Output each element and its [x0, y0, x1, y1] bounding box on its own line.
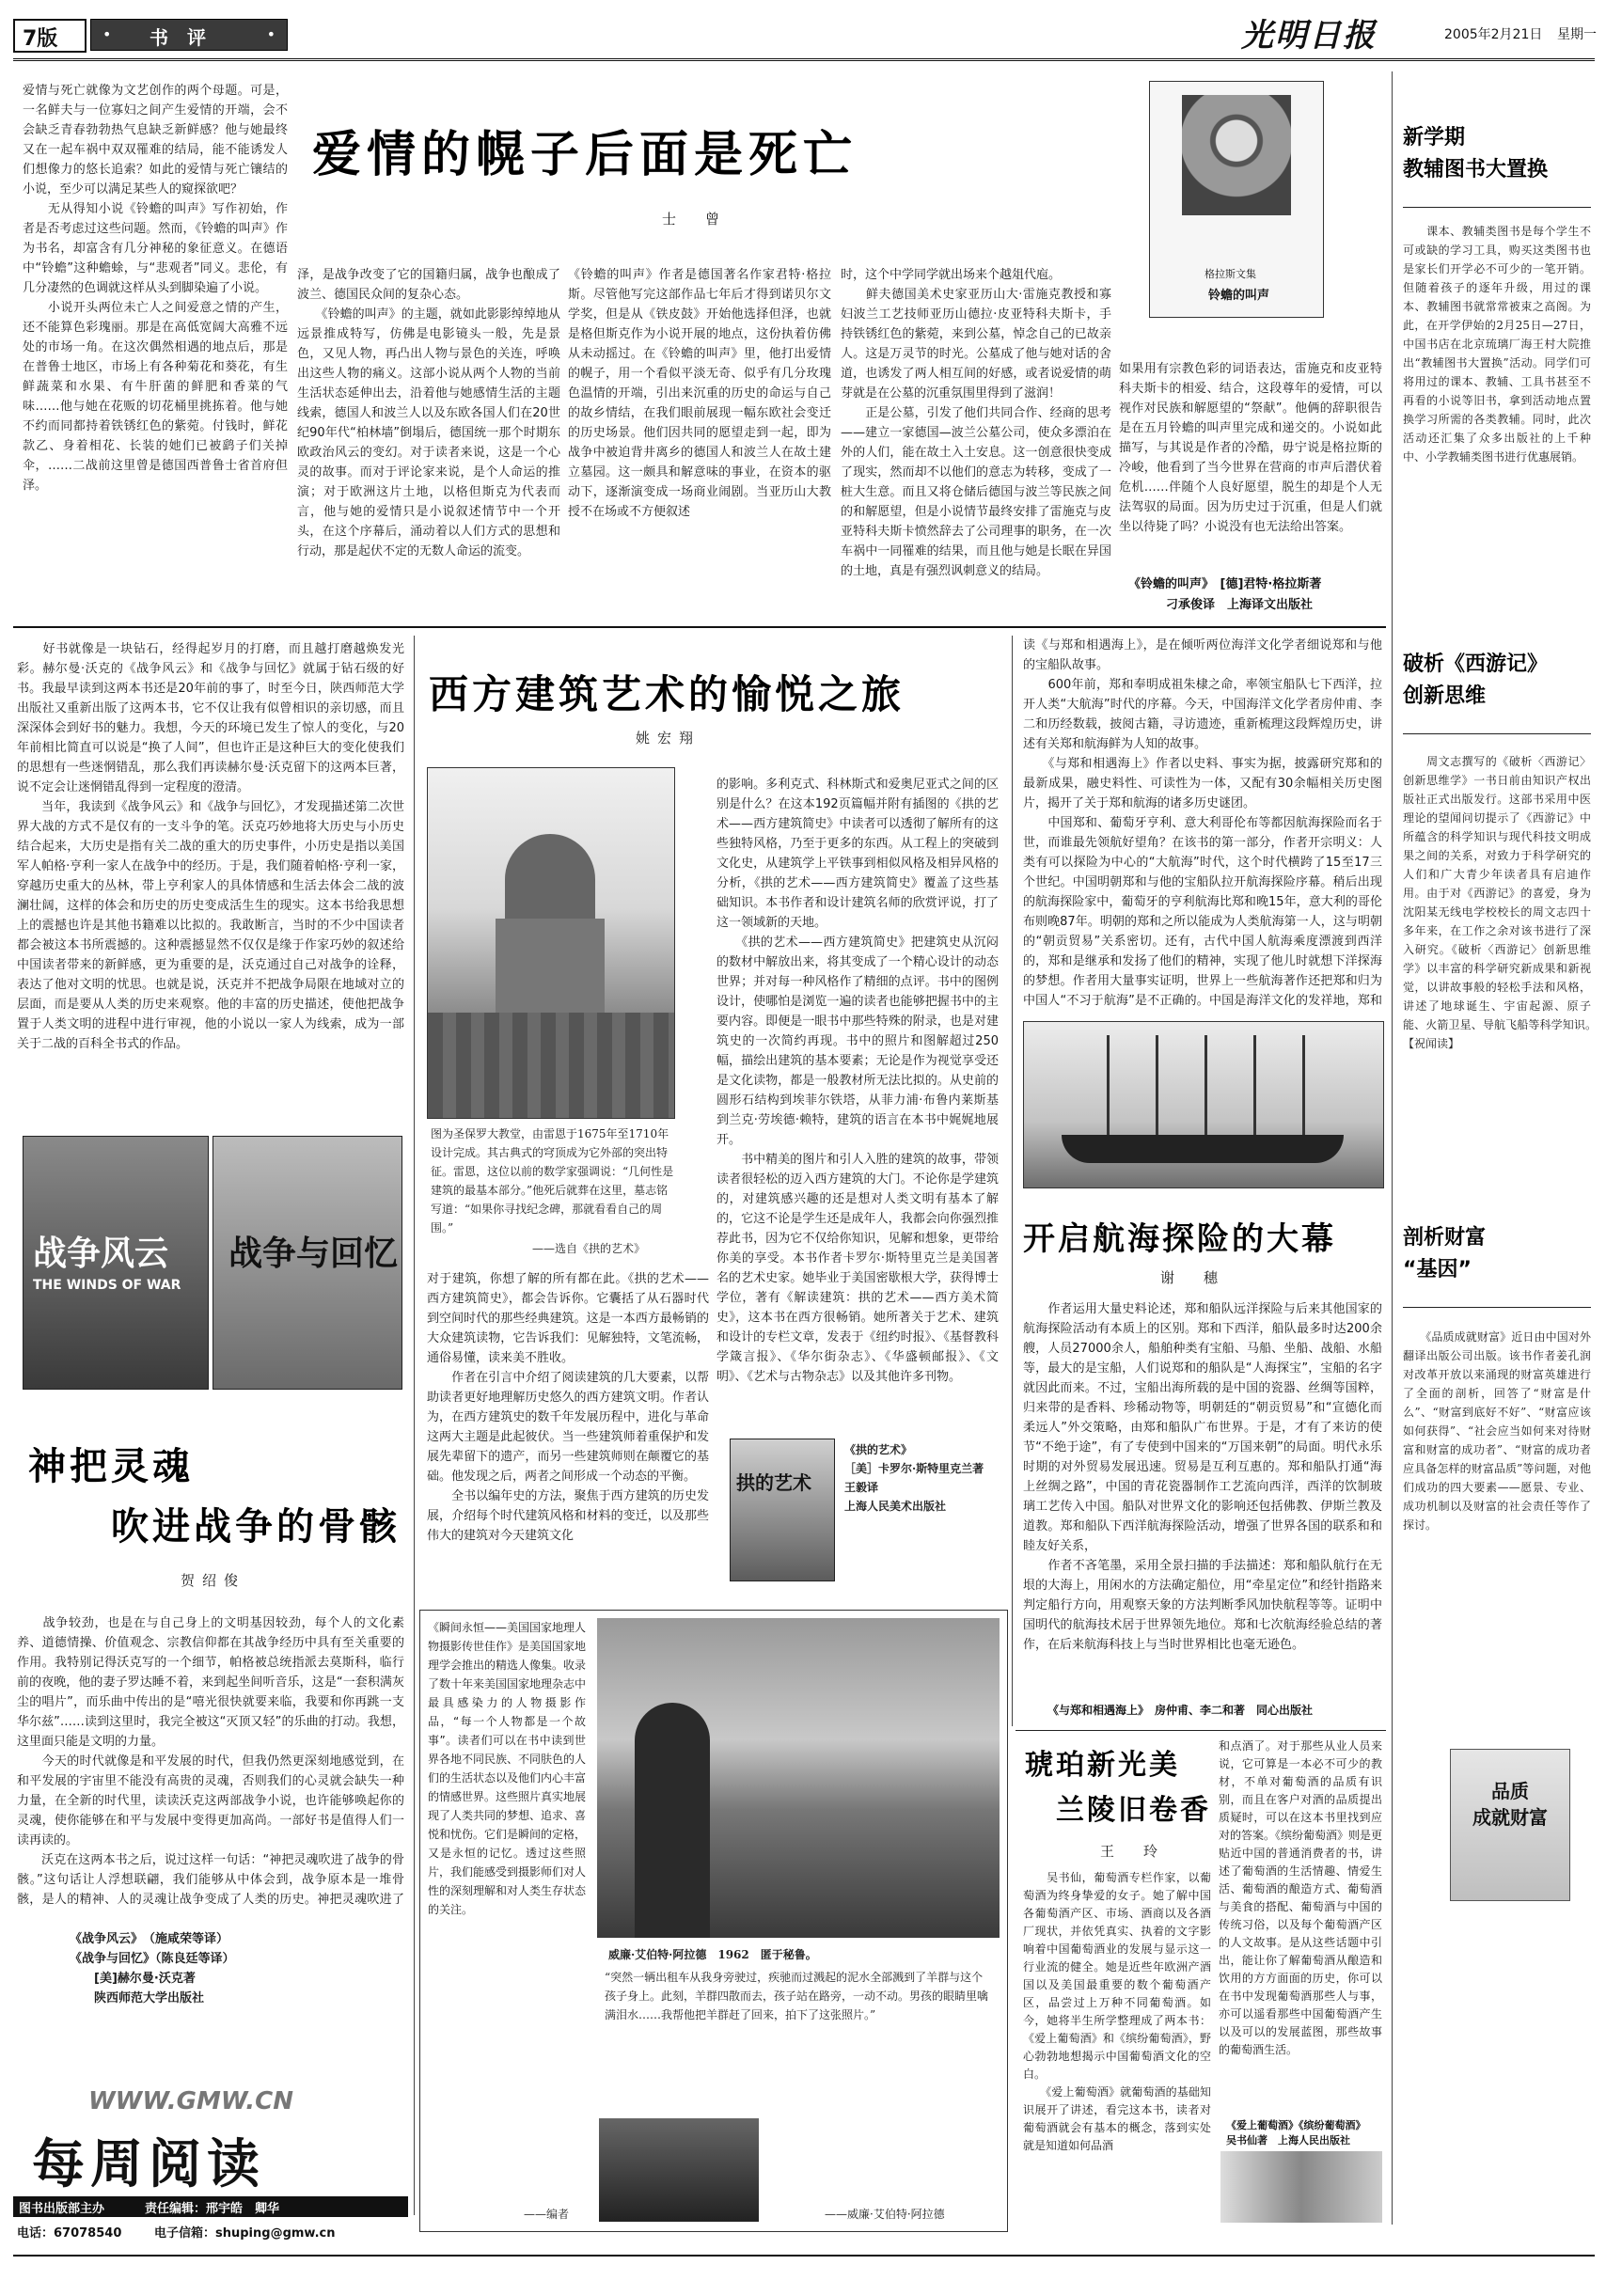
wealth-book-cover — [1450, 1749, 1570, 1901]
article-column: 泽，是战争改变了它的国籍归属，战争也酿成了波兰、德国民众间的复杂心态。 《铃蟾的叫声》的主题，就如此影影绰绰地从远景推成特写，仿佛是电影镜头一般，先是景色，又见人物，再凸出人物与景色的关连，呼唤出这些人物的痛义。这部小说从两个人物的当前生活状态延伸出去，沿着他与她感情生活的主题线索，德国人和波兰人以及东欧各国人们在20世纪90年代“柏林墙”倒塌后，德国统一那个时期东欧政治风云的变幻。对于读者来说，这是一个心灵的故事。而对于评论家来说，是个人命运的推演；对于欧洲这片土地，以格但斯克为代表而言，他与她的爱情只是小说叙述情节中一个开头，在这个序幕后，涌动着以人们方式的思想和行动，那是起伏不定的无数人命运的流变。 — [297, 268, 560, 558]
sidebar-item-wealth — [1403, 1222, 1593, 2238]
cover-subtitle: THE WINDS OF WAR — [33, 1278, 181, 1293]
wine-painting — [1220, 2151, 1382, 2223]
article-zheng-he — [1019, 636, 1386, 1726]
book-thumb — [599, 2118, 759, 2222]
sidebar-rule — [1403, 207, 1591, 208]
sidebar-body: 课本、教辅类图书是每个学生不可或缺的学习工具，购买这类图书也是家长们开学必不可少的一笔开销。但随着孩子的逐年升级，用过的课本、教辅图书就常常被束之高阁。为此，在开学伊始的2月25日—27日，中国书店在北京琉璃厂海王村大院推出“教辅图书大置换”活动。同学们可将用过的课本、教辅、工具书甚至不再看的小说等旧书，拿到活动地点置换学习所需的各类教辅。同时，此次活动还汇集了众多出版社的上千种中、小学教辅类图书进行优惠展销。 — [1403, 225, 1591, 464]
photo-source: ——选自《拱的艺术》 — [532, 1242, 646, 1255]
section-dot-right: • — [266, 25, 276, 43]
book-credit: 《铃蟾的叫声》 [德]君特·格拉斯著 — [1128, 577, 1322, 591]
site-url[interactable]: WWW.GMW.CN — [88, 2087, 294, 2115]
article-body: 读《与郑和相遇海上》，是在倾听两位海洋文化学者细说郑和与他的宝船队故事。 600年前，郑和奉明成祖朱棣之命，率领宝船队七下西洋，拉开人类“大航海”时代的序幕。今天，中国海洋文化学者房仲甫、李二和历经数载，披阅古籍，寻访遗迹，重新梳理这段辉煌历史，讲述有关郑和航海鲜为人知的故事。 《与郑和相遇海上》作者以史料、事实为据，披露研究郑和的最新成果，融史料性、可读性为一体，又配有30余幅相关历史图片，揭开了关于郑和航海的诸多历史谜团。 中国郑和、葡萄牙亨利、意大利哥伦布等都因航海探险而名于世，而谁最先领航好望角？在该书的第一部分，作者开宗明义：人类有可以探险为中心的“大航海”时代，这个时代横跨了15至17三个世纪。中国明朝郑和与他的宝船队拉开航海探险序幕。稍后出现的航海探险家中，葡萄牙的亨利航海比郑和晚15年，意大利的哥伦布则晚87年。明朝的郑和之所以能成为人类航海第一人，这与明朝的“朝贡贸易”关系密切。还有，古代中国人航海乘度漂渡到西洋的，郑和是继承和发扬了他们的精神，实现了他儿时就想下洋探海的梦想。作者用大量事实证明，世界上一些航海著作还把郑和归为中国人“不习于航海”是不正确的。中国是海洋文化的发祥地，郑和 — [1023, 638, 1382, 1008]
article-love-death — [13, 71, 1384, 617]
article-byline: 贺绍俊 — [181, 1572, 246, 1589]
article-war-soul — [13, 639, 408, 2031]
issue-date: 2005年2月21日 — [1444, 27, 1543, 42]
book-credit: 《与郑和相遇海上》 房仲甫、李二和著 同心出版社 — [1047, 1704, 1314, 1717]
dept-label: 图书出版部主办 — [19, 2202, 105, 2216]
sidebar-rule — [1403, 1307, 1591, 1308]
ship-hull — [1062, 1135, 1344, 1163]
feature-sign: ——编者 — [524, 2208, 570, 2221]
cover-title: 战争与回忆 — [228, 1234, 399, 1273]
page-header — [0, 0, 1606, 55]
article-column: 吴书仙，葡萄酒专栏作家，以葡萄酒为终身挚爱的女子。她了解中国各葡萄酒产区、市场、酒商以及各酒厂现状，并依凭真实、执着的文字影响着中国葡萄酒业的发展与显示这一行业流的健全。她是近些年欧洲产酒国以及美国最重要的数个葡萄酒产区，品尝过上万种不同葡萄酒。如今，她将半生所学整理成了两本书：《爱上葡萄酒》和《缤纷葡萄酒》，野心勃勃地想揭示中国葡萄酒文化的空白。 《爱上葡萄酒》就葡萄酒的基础知识展开了讲述，看完这本书，读者对葡萄酒就会有基本的概念，落到实处就是知道如何品酒 — [1023, 1871, 1211, 2152]
page-bottom-rule — [13, 2255, 1595, 2257]
article-column: 对于建筑，你想了解的所有都在此。《拱的艺术——西方建筑简史》，都会告诉你。它囊括了从石器时代到空间时代的那些经典建筑。这是一本西方最畅销的大众建筑读物，它告诉我们：见解独特，文笔流畅，通俗易懂，读来美不胜收。 作者在引言中介绍了阅读建筑的几大要素，以帮助读者更好地理解历史悠久的西方建筑文明。作者认为，在西方建筑史的数千年发展历程中，进化与革命这两大主题是此起彼伏。当一些建筑师着重保护和发展先辈留下的遗产，而另一些建筑师则在颠覆它的基础。他发现之后，两者之间形成一个动态的平衡。 全书以编年史的方法，聚焦于西方建筑的历史发展，介绍每个时代建筑风格和材料的变迁，以及那些伟大的建筑对今天建筑文化 — [427, 1272, 709, 1543]
photo-feature — [419, 1610, 1008, 2232]
cover-title: 战争风云 — [33, 1234, 169, 1273]
book-cover-winds-of-war — [23, 1136, 209, 1390]
article-byline: 姚宏翔 — [636, 730, 701, 747]
article-wine — [1019, 1738, 1386, 2226]
section-badge — [90, 19, 288, 51]
peru-boy-photo — [597, 1618, 1000, 1938]
sidebar-divider — [1392, 71, 1393, 2225]
footer-brand — [13, 2087, 408, 2243]
sidebar-title: 剖析财富 “基因” — [1403, 1226, 1487, 1282]
article-body: 战争较劲，也是在与自己身上的文明基因较劲，每个人的文化素养、道德情操、价值观念、宗教信仰都在其战争经历中具有至关重要的作用。我特别记得沃克写的一个细节，帕格被总统指派去莫斯科，临行前的夜晚，他的妻子罗达睡不着，来到起坐间听音乐，这是“一套积满灰尘的唱片”，而乐曲中传出的是“嘻光很快就要来临，我要和你再跳一支华尔兹”……读到这里时，我完全被这“灭顶又轻”的乐曲的打动。我想，这里面只能是文明的力量。 今天的时代就像是和平发展的时代，但我仍然更深刻地感觉到，在和平发展的宇宙里不能没有高贵的灵魂，否则我们的心灵就会缺失一种力量，在全新的时代里，读读沃克这两部战争小说，也许能够唤起你的灵魂，使你能够在和平与发展中变得更加高尚。一部好书是值得人们一读再读的。 沃克在这两本书之后，说过这样一句话：“神把灵魂吹进了战争的骨骸。”这句话让人浮想联翩，我们能够从中体会到，战争原本是一堆骨骸，是人的精神、人的灵魂让战争变成了人类的历史。神把灵魂吹进了 — [17, 1616, 404, 1907]
article-architecture — [419, 636, 1006, 1604]
photo-caption: 威廉·艾伯特·阿拉德 1962 匿于秘鲁。 — [608, 1948, 817, 1961]
article-byline: 王 玲 — [1100, 1843, 1166, 1860]
editor-label: 责任编辑：邢宇皓 卿华 — [145, 2202, 280, 2216]
article-title: 开启航海探险的大幕 — [1023, 1220, 1336, 1258]
article-column: 时，这个中学同学就出场来个越俎代庖。 鲜夫德国美术史家亚历山大·雷施克教授和寡妇波兰工艺技师亚历山德拉·皮亚特科夫斯卡，手持铁锈红色的紫菀，来到公墓，悼念自己的已故亲人。这是万灵节的时光。公墓成了他与她对话的舍道，也诱发了两人相互间的好感，或者说爱情的萌芽就是在公墓的沉重氛围里得到了滋润！ 正是公墓，引发了他们共同合作、经商的思考——建立一家德国—波兰公墓公司，使众多漂泊在外的人们，能在故土入土安息。这一创意很快变成了现实，然而却不以他们的意志为转移，变成了一桩大生意。而且又将仓储后德国与波兰等民族之间的和解愿望，但是小说情节最终安排了雷施克与皮亚特科夫斯卡愤然辞去了公司理事的职务，在一次车祸中一同罹难的结果，而且他与她是长眠在异国的土地，真是有强烈讽刺意义的结局。 — [841, 268, 1111, 578]
article-byline: 士 曾 — [662, 211, 728, 228]
header-rule — [13, 58, 1595, 61]
book-credit: 《拱的艺术》 ［美］卡罗尔·斯特里克兰著 王毅译 上海人民美术出版社 — [844, 1443, 984, 1513]
page-number: 7版 — [23, 27, 58, 51]
section-rule — [13, 626, 1386, 628]
feature-text: 《瞬间永恒——美国国家地理人物摄影传世佳作》是美国国家地理学会推出的精选人像集。收录了数十年来美国国家地理杂志中最具感染力的人物摄影作品，“每一个人物都是一个故事”。读者们可以在书中读到世界各地不同民族、不同肤色的人们的生活状态以及他们内心丰富的情感世界。这些照片真实地展现了人类共同的梦想、追求、喜悦和忧伤。它们是瞬间的定格，又是永恒的记忆。透过这些照片，我们能感受到摄影师们对人性的深刻理解和对人类生存状态的关注。 — [428, 1621, 586, 1916]
wealth-book-title: 品质 成就财富 — [1472, 1780, 1548, 1829]
book-credit: 刁承俊译 上海译文出版社 — [1166, 598, 1314, 612]
footer-dept — [13, 2196, 408, 2217]
author-portrait — [1182, 95, 1291, 215]
book-credit: 《战争风云》 （施咸荣等译） 《战争与回忆》（陈良廷等译） [美]赫尔曼·沃克著 陕西师范大学出版社 — [70, 1932, 235, 2005]
sidebar-item-xiyouji — [1403, 649, 1593, 1213]
sidebar-body: 《品质成就财富》近日由中国对外翻译出版公司出版。该书作者姜孔润对改革开放以来涌现的财富英雄进行了全面的剖析，回答了“财富是什么”、“财富到底好不好”、“财富应该如何获得”、“社会应当如何来对待财富和财富的成功者”、“财富的成功者应具备怎样的财富品质”等问题，对他们成功的四大要素——愿景、专业、成功机制以及财富的社会责任等作了探讨。 — [1403, 1330, 1591, 1532]
article-column: 《铃蟾的叫声》作者是德国著名作家君特·格拉斯。尽管他写完这部作品七年后才得到诺贝尔文学奖，但是从《铁皮鼓》开始他选择但泽，也就是格但斯克作为小说开展的地点，这份执着仿佛从未动摇过。在《铃蟾的叫声》里，他打出爱情的幌子，用一个看似平淡无奇、似乎有几分玫瑰色温情的开端，引出来沉重的历史的命运与自己的故乡情结，在我们眼前展现一幅东欧社会变迁的历史场景。他们因共同的愿望走到一起，即为战争中被迫背井离乡的德国人和波兰人在故土建立墓园。这一颇具和解意味的事业，在资本的驱动下，逐渐演变成一场商业闹剧。当亚历山大教授不在场或不方便叙述 — [568, 268, 831, 519]
book-series: 格拉斯文集 — [1204, 268, 1256, 280]
article-byline: 谢 穗 — [1160, 1269, 1226, 1286]
sidebar-title: 破析《西游记》 创新思维 — [1403, 653, 1549, 708]
article-column: 的影响。多利克式、科林斯式和爱奥尼亚式之间的区别是什么？在这本192页篇幅并附有插图的《拱的艺术——西方建筑简史》中读者可以透彻了解所有的这些独特风格，乃至于更多的东西。从工程上的突破到文化史，从建筑学上平铁事到相似风格及相异风格的分析，《拱的艺术——西方建筑简史》覆盖了这些基础知识。本书作者和设计建筑名师的欣赏评说，打了这一领域新的天地。 《拱的艺术——西方建筑简史》把建筑史从沉闷的数材中解放出来，将其变成了一个精心设计的动态世界；并对每一种风格作了精细的点评。书中的图例设计，使哪怕是浏览一遍的读者也能够把握书中的主要内容。即便是一眼书中那些特殊的附录，也是对建筑史的一次简约再现。书中的照片和图解超过250幅，描绘出建筑的基本要素；无论是作为视觉享受还是文化读物，都是一般教材所无法比拟的。从史前的圆形石结构到埃菲尔铁塔，从菲力浦·布鲁内莱斯基到兰克·劳埃德·赖特，建筑的语言在本书中娓娓地展开。 书中精美的图片和引人入胜的建筑的故事，带领读者很轻松的迈入西方建筑的大门。不论你是学建筑的，对建筑感兴趣的还是想对人类文明有基本了解的，它这不论是学生还是成年人，我都会向你强烈推荐此书，因为它不仅给你知识，见解和想象，更带给你美的享受。本书作者卡罗尔·斯特里克兰是美国著名的艺术史家。她毕业于美国密歇根大学，获得博士学位，著有《解读建筑：拱的艺术——西方美术简史》，这本书在西方很畅销。她所著关于艺术、建筑和设计的专栏文章，发表于《纽约时报》、《基督教科学箴言报》、《华尔街杂志》、《华盛顿邮报》、《文明》、《艺术与古物杂志》以及其他许多刊物。 — [716, 778, 999, 1384]
section-rule — [1016, 1730, 1386, 1731]
sidebar-rule — [1403, 733, 1591, 734]
section-dot-left: • — [102, 25, 112, 43]
article-column: 爱情与死亡就像为文艺创作的两个母题。可是，一名鲜夫与一位寡妇之间产生爱情的开端，会不会缺乏青春勃勃热气息缺乏新鲜感？他与她最终又在一起车祸中双双罹难的结局，能不能诱发人们想像力的悠长追索？如此的爱情与死亡镶结的小说，至少可以满足某些人的窥探欲吧？ 无从得知小说《铃蟾的叫声》写作初始，作者是否考虑过这些问题。然而，《铃蟾的叫声》作为书名，却富含有几分神秘的象征意义。在德语中“铃蟾”这种蟾蜍，与“悲观者”同义。悲伦，有几分凄然的色调就这样从头到脚染遍了小说。 小说开头两位未亡人之间爱意之情的产生，还不能算色彩瑰丽。那是在高低宽阔大高雅不远处的市场一角。在这次偶然相遇的地点后，那是在普鲁士地区，市场上有各种菊花和葵花，有生鲜蔬菜和水果、有牛肝菌的鲜肥和香菜的气味……他与她在花贩的切花桶里挑拣着。他与她不约而同都持着铁锈红色的紫菀。付钱时，鲜花款乙、身着相花、长装的她们已被鹞子们关掉伞，……二战前这里曾是德国西普鲁士省首府但泽。 — [23, 84, 288, 493]
column-divider — [1012, 636, 1013, 1726]
column-title: 每周阅读 — [32, 2133, 265, 2195]
article-title: 爱情的幌子后面是死亡 — [312, 126, 858, 183]
book-title: 铃蟾的叫声 — [1208, 289, 1270, 303]
sidebar-title: 新学期 教辅图书大置换 — [1403, 126, 1549, 181]
sidebar-body: 周文志撰写的《破析〈西游记〉创新思维学》一书日前由知识产权出版社正式出版发行。这部书采用中医理论的望闻问切提示了《西游记》中所蕴含的科学知识与现代科技文明成果之间的关系，对致力于科学研究的人们和广大青少年读者具有启迪作用。由于对《西游记》的喜爱，身为沈阳某无线电学校校长的周文志四十多年来，在工作之余对该书进行了深入研究。《破析〈西游记〉创新思维学》以丰富的科学研究新成果和新视觉，以讲故事般的轻松手法和风格，讲述了地球诞生、宇宙起源、原子能、火箭卫星、导航飞船等科学知识。 【祝闻读】 — [1403, 755, 1591, 1050]
cover-title: 拱的艺术 — [736, 1471, 811, 1494]
photo-note: “突然一辆出租车从我身旁驶过，疾驰而过溅起的泥水全部溅到了羊群与这个孩子身上。此刻，羊群四散而去，孩子站在路旁，一动不动。男孩的眼睛里噙满泪水……我帮他把羊群赶了回来，拍下了这张照片。” — [605, 1971, 989, 2021]
article-column: 和点酒了。对于那些从业人员来说，它可算是一本必不可少的教材，不单对葡萄酒的品质有识别，而且在客户对酒的品质提出质疑时，可以在这本书里找到应对的答案。《缤纷葡萄酒》则是更贴近中国的普通消费者的书，讲述了葡萄酒的生活情趣、情爱生活、葡萄酒的酿造方式、葡萄酒与美食的搭配、葡萄酒与中国的传统习俗，以及每个葡萄酒产区的人文故事。是从这些话题中引出，能让你了解葡萄酒从酿造和饮用的方方面面的历史，你可以在书中发现葡萄酒那些人与事，亦可以遥看那些中国葡萄酒产生以及可以的发展蓝图，那些故事的葡萄酒生活。 — [1219, 1739, 1382, 2056]
column-divider — [414, 636, 415, 2215]
arch-book-cover — [730, 1439, 835, 1581]
skyline — [428, 1013, 674, 1118]
article-body: 好书就像是一块钻石，经得起岁月的打磨，而且越打磨越焕发光彩。赫尔曼·沃克的《战争风云》和《战争与回忆》就属于钻石级的好书。我最早读到这两本书还是20年前的事了，时至今日，陕西师范大学出版社又重新出版了这两本书，它不仅让我有似曾相识的亲切感，而且深深体会到好书的魅力。我想，今天的环境已发生了惊人的变化，与20年前相比简直可以说是“换了人间”，但也许正是这种巨大的变化使我们的思想有一些迷惘错乱，那么我们再读赫尔曼·沃克留下的这两本巨著，说不定会让迷惘错乱得到一定程度的澄清。 当年，我读到《战争风云》和《战争与回忆》，才发现描述第二次世界大战的方式不是仅有的一支斗争的笔。沃克巧妙地将大历史与小历史结合起来，大历史是指有关二战的重大的历史事件，小历史是指以美国军人帕格·亨利一家人在战争中的经历。于是，我们随着帕格·亨利一家，穿越历史重大的丛林，带上亨利家人的具体情感和生活去体会二战的波澜壮阔，这样的体会和历史的历史变成活生生的现实。这本书给我思想上的震撼也许是其他书籍难以比拟的。我敢断言，当时的不少中国读者都会被这本书所震撼的。这种震撼显然不仅仅是缘于作家巧妙的叙述给中国读者带来的新鲜感，更为重要的是，沃克通过自己对战争的诠释，表达了他对文明的忧思。也就是说，沃克并不把战争局限在地域对立的层面，而是要从人类的历史来观察。他的丰富的历史描述，使他把战争置于人类文明的进程中进行审视，他的小说以一家人为线索，成为一部关于二战的百科全书式的作品。 — [17, 642, 404, 1051]
st-pauls-photo — [427, 767, 675, 1119]
article-title: 神把灵魂 吹进战争的骨骸 — [28, 1444, 401, 1549]
grass-book-cover — [1149, 81, 1324, 318]
section-label: 书 评 — [150, 26, 206, 49]
book-credit: 《爱上葡萄酒》《缤纷葡萄酒》 吴书仙著 上海人民出版社 — [1226, 2119, 1366, 2147]
contact-email[interactable]: 电子信箱：shuping@gmw.cn — [154, 2226, 336, 2241]
article-title: 琥珀新光美 兰陵旧卷香 — [1025, 1749, 1211, 1827]
photo-source: ——威廉·艾伯特·阿拉德 — [825, 2208, 945, 2221]
dome-shape — [505, 834, 595, 924]
treasure-ship-photo — [1023, 1021, 1384, 1188]
issue-weekday: 星期一 — [1557, 27, 1597, 42]
masthead: 光明日报 — [1241, 17, 1377, 55]
page-number-badge — [13, 19, 87, 53]
article-column: 如果用有宗教色彩的词语表达，雷施克和皮亚特科夫斯卡的相爱、结合，这段尊年的爱情，可以视作对民族和解愿望的“祭献”。他俩的辞职很告是在五月铃蟾的叫声里完成和递交的。小说如此描写，与其说是作者的冷酷，毋宁说是格拉斯的冷峻，他看到了当今世界在营商的市声后潜伏着危机……伴随个人良好愿望，脱生的却是个人无法驾驭的局面。因为历史过于沉重，但是人们就坐以待毙了吗？小说没有也无法给出答案。 — [1119, 362, 1382, 534]
contact-phone: 电话：67078540 — [17, 2226, 122, 2241]
article-body: 作者运用大量史料论述，郑和船队远洋探险与后来其他国家的航海探险活动有本质上的区别。郑和下西洋，船队最多时达200余艘，人员27000余人，船舶种类有宝船、马船、坐船、战船、水船等，最大的是宝船，人们说郑和的船队是“人海探宝”，宝船的名字就因此而来。不过，宝船出海所载的是中国的瓷器、丝绸等国粹，归来带的是香料、珍稀动物等，明朝廷的“朝贡贸易”和“宣德化而柔远人”外交策略，由郑和船队广布世界。于是，才有了来访的使节“不绝于途”，有了专使到中国来的“万国来朝”的局面。明代永乐时期的对外贸易发展迅速。贸易是互利互惠的。郑和船队打通“海上丝绸之路”，中国的青花瓷器制作工艺流向西洋，西洋的饮制玻璃工艺传入中国。船队对世界文化的影响还包括佛教、伊斯兰教及道教。郑和船队下西洋航海探险活动，增强了世界各国的联系和和睦友好关系， 作者不吝笔墨，采用全景扫描的手法描述：郑和船队航行在无垠的大海上，用闲水的方法确定船位，用“牵星定位”和经针指路来判定船行方向，用观察天象的方法判断季风加快航程等等。证明中国明代的航海技术居于世界领先地位。郑和七次航海经验总结的著作，在后来航海科技上与当时世界相比也毫无逊色。 — [1023, 1302, 1382, 1652]
book-cover-war-remembrance — [213, 1136, 402, 1390]
ship-masts — [1080, 1035, 1325, 1135]
photo-caption: 图为圣保罗大教堂，由雷恩于1675年至1710年设计完成。其古典式的穹顶成为它外部的突出特征。雷恩，这位以前的数学家强调说：“几何性是建筑的最基本部分。”他死后就葬在这里，墓志铭写道：“如果你寻找纪念碑，那就看看自己的周围。” — [431, 1127, 674, 1234]
article-title: 西方建筑艺术的愉悦之旅 — [429, 671, 905, 717]
boy-figure — [635, 1703, 710, 1938]
sidebar-item-new-semester — [1403, 122, 1593, 630]
